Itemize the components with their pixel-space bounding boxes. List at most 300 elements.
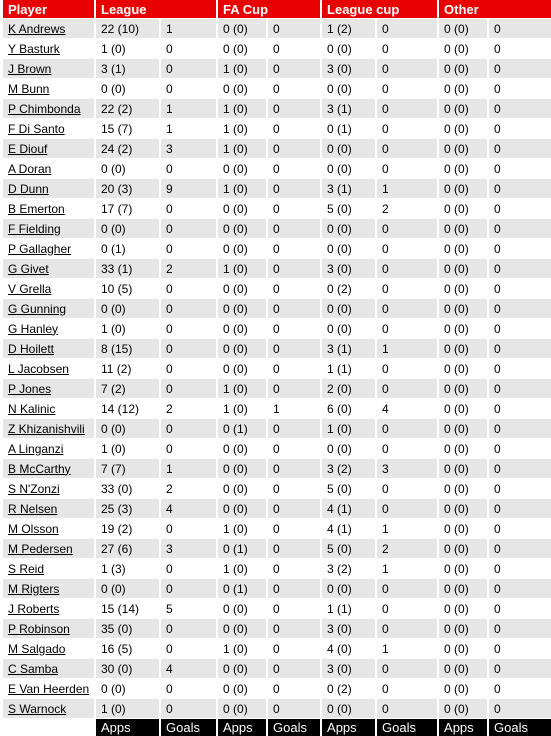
table-row [3,119,551,139]
other-goals-cell: 0 [489,239,551,259]
player-link[interactable]: B McCarthy [8,461,71,476]
league-cup-apps-cell: 4 (0) [322,639,377,659]
table-row [3,79,551,99]
player-cell [3,139,96,159]
fa-goals-cell: 0 [268,279,322,299]
other-goals-cell: 0 [489,359,551,379]
league-cup-goals-cell: 0 [377,259,439,279]
player-link[interactable]: Y Basturk [8,41,60,56]
league-cup-goals-cell: 0 [377,59,439,79]
player-link[interactable]: J Roberts [8,601,60,616]
league-apps-cell: 3 (1) [96,59,161,79]
other-apps-cell: 0 (0) [439,179,489,199]
table-row [3,459,551,479]
fa-apps-cell: 1 (0) [218,519,268,539]
other-goals-cell: 0 [489,539,551,559]
table-row [3,439,551,459]
player-cell [3,159,96,179]
player-cell [3,279,96,299]
player-cell [3,659,96,679]
other-apps-cell: 0 (0) [439,639,489,659]
league-goals-cell: 0 [161,359,218,379]
other-goals-cell: 0 [489,379,551,399]
league-apps-cell: 30 (0) [96,659,161,679]
league-apps-cell: 7 (2) [96,379,161,399]
league-apps-cell: 15 (14) [96,599,161,619]
player-cell [3,539,96,559]
fa-goals-cell: 0 [268,79,322,99]
fa-goals-cell: 0 [268,679,322,699]
league-goals-cell: 2 [161,479,218,499]
fa-goals-cell: 0 [268,599,322,619]
footer-fa-apps: Apps [218,719,268,736]
league-cup-apps-cell: 3 (2) [322,459,377,479]
player-cell [3,199,96,219]
league-cup-apps-cell: 0 (0) [322,319,377,339]
league-cup-goals-cell: 0 [377,119,439,139]
player-cell [3,519,96,539]
other-goals-cell: 0 [489,419,551,439]
league-goals-cell: 2 [161,399,218,419]
table-row [3,279,551,299]
table-header [3,0,551,19]
league-cup-apps-cell: 0 (2) [322,279,377,299]
player-link[interactable]: Z Khizanishvili [8,421,85,436]
table-row [3,419,551,439]
fa-apps-cell: 0 (0) [218,19,268,39]
player-link[interactable]: P Robinson [8,621,70,636]
league-cup-apps-cell: 0 (0) [322,79,377,99]
player-link[interactable]: D Dunn [8,181,49,196]
fa-goals-cell: 0 [268,319,322,339]
fa-apps-cell: 0 (0) [218,39,268,59]
other-goals-cell: 0 [489,479,551,499]
player-link[interactable]: G Gunning [8,301,67,316]
fa-apps-cell: 1 (0) [218,99,268,119]
fa-apps-cell: 1 (0) [218,399,268,419]
player-link[interactable]: G Givet [8,261,49,276]
league-cup-apps-cell: 3 (1) [322,99,377,119]
league-cup-apps-cell: 0 (0) [322,299,377,319]
player-link[interactable]: M Olsson [8,521,59,536]
other-goals-cell: 0 [489,159,551,179]
other-goals-cell: 0 [489,179,551,199]
league-cup-goals-cell: 0 [377,619,439,639]
league-goals-cell: 0 [161,79,218,99]
player-link[interactable]: M Pedersen [8,541,73,556]
fa-apps-cell: 0 (0) [218,359,268,379]
table-row [3,479,551,499]
footer-fa-goals: Goals [268,719,322,736]
player-link[interactable]: M Bunn [8,81,50,96]
player-link[interactable]: V Grella [8,281,52,296]
player-link[interactable]: D Hoilett [8,341,55,356]
fa-apps-cell: 0 (0) [218,339,268,359]
other-goals-cell: 0 [489,119,551,139]
player-cell [3,319,96,339]
league-apps-cell: 19 (2) [96,519,161,539]
other-apps-cell: 0 (0) [439,479,489,499]
league-apps-cell: 33 (1) [96,259,161,279]
player-link[interactable]: F Fielding [8,221,61,236]
league-apps-cell: 15 (7) [96,119,161,139]
fa-goals-cell: 0 [268,499,322,519]
fa-goals-cell: 0 [268,159,322,179]
league-apps-cell: 0 (0) [96,219,161,239]
fa-apps-cell: 0 (0) [218,699,268,719]
player-link[interactable]: S Reid [8,561,45,576]
other-apps-cell: 0 (0) [439,159,489,179]
league-cup-apps-cell: 4 (1) [322,519,377,539]
player-cell [3,119,96,139]
league-cup-apps-cell: 3 (0) [322,619,377,639]
player-link[interactable]: M Salgado [8,641,66,656]
other-goals-cell: 0 [489,439,551,459]
player-cell [3,39,96,59]
player-cell [3,79,96,99]
table-row [3,139,551,159]
player-link[interactable]: P Chimbonda [8,101,81,116]
fa-goals-cell: 0 [268,219,322,239]
table-row [3,179,551,199]
other-apps-cell: 0 (0) [439,319,489,339]
league-cup-apps-cell: 3 (1) [322,179,377,199]
fa-apps-cell: 0 (0) [218,319,268,339]
player-link[interactable]: L Jacobsen [8,361,69,376]
fa-goals-cell: 0 [268,619,322,639]
other-apps-cell: 0 (0) [439,259,489,279]
player-link[interactable]: F Di Santo [8,121,65,136]
fa-goals-cell: 0 [268,359,322,379]
fa-goals-cell: 0 [268,199,322,219]
player-link[interactable]: B Emerton [8,201,65,216]
league-cup-goals-cell: 0 [377,379,439,399]
league-cup-goals-cell: 1 [377,519,439,539]
league-goals-cell: 0 [161,439,218,459]
table-row [3,379,551,399]
fa-goals-cell: 0 [268,639,322,659]
other-apps-cell: 0 (0) [439,339,489,359]
league-cup-goals-cell: 1 [377,559,439,579]
league-goals-cell: 0 [161,219,218,239]
other-apps-cell: 0 (0) [439,439,489,459]
league-goals-cell: 2 [161,259,218,279]
league-cup-goals-cell: 0 [377,679,439,699]
other-apps-cell: 0 (0) [439,39,489,59]
other-apps-cell: 0 (0) [439,279,489,299]
league-cup-goals-cell: 0 [377,439,439,459]
league-cup-goals-cell: 1 [377,179,439,199]
league-cup-goals-cell: 0 [377,79,439,99]
fa-goals-cell: 0 [268,139,322,159]
player-link[interactable]: A Doran [8,161,52,176]
league-apps-cell: 1 (0) [96,39,161,59]
other-goals-cell: 0 [489,319,551,339]
table-row [3,259,551,279]
league-goals-cell: 0 [161,279,218,299]
league-apps-cell: 33 (0) [96,479,161,499]
league-cup-apps-cell: 3 (0) [322,59,377,79]
player-link[interactable]: C Samba [8,661,59,676]
fa-apps-cell: 0 (0) [218,619,268,639]
league-cup-goals-cell: 0 [377,299,439,319]
league-apps-cell: 20 (3) [96,179,161,199]
league-cup-goals-cell: 1 [377,639,439,659]
league-cup-apps-cell: 1 (1) [322,359,377,379]
league-apps-cell: 27 (6) [96,539,161,559]
league-goals-cell: 5 [161,599,218,619]
fa-goals-cell: 0 [268,39,322,59]
other-apps-cell: 0 (0) [439,559,489,579]
league-goals-cell: 9 [161,179,218,199]
other-apps-cell: 0 (0) [439,499,489,519]
league-goals-cell: 0 [161,619,218,639]
league-goals-cell: 0 [161,59,218,79]
league-apps-cell: 14 (12) [96,399,161,419]
fa-goals-cell: 0 [268,539,322,559]
player-cell [3,239,96,259]
league-cup-apps-cell: 0 (0) [322,579,377,599]
league-goals-cell: 0 [161,159,218,179]
league-apps-cell: 0 (0) [96,679,161,699]
league-cup-apps-cell: 0 (0) [322,699,377,719]
header-other: Other [439,0,551,19]
fa-apps-cell: 0 (0) [218,279,268,299]
table-row [3,359,551,379]
other-apps-cell: 0 (0) [439,199,489,219]
league-cup-goals-cell: 0 [377,479,439,499]
fa-goals-cell: 0 [268,659,322,679]
footer-league-goals: Goals [161,719,218,736]
other-apps-cell: 0 (0) [439,79,489,99]
fa-apps-cell: 1 (0) [218,179,268,199]
player-cell [3,639,96,659]
player-cell [3,699,96,719]
other-apps-cell: 0 (0) [439,359,489,379]
league-apps-cell: 22 (2) [96,99,161,119]
header-league-cup: League cup [322,0,439,19]
league-cup-goals-cell: 0 [377,499,439,519]
league-apps-cell: 24 (2) [96,139,161,159]
fa-apps-cell: 0 (0) [218,79,268,99]
fa-goals-cell: 0 [268,559,322,579]
player-link[interactable]: P Gallagher [8,241,72,256]
other-goals-cell: 0 [489,499,551,519]
league-cup-goals-cell: 0 [377,579,439,599]
league-goals-cell: 0 [161,419,218,439]
league-apps-cell: 0 (0) [96,579,161,599]
footer-league-apps: Apps [96,719,161,736]
table-row [3,619,551,639]
table-body [3,19,551,719]
fa-goals-cell: 0 [268,119,322,139]
league-cup-goals-cell: 0 [377,159,439,179]
player-cell [3,59,96,79]
league-goals-cell: 0 [161,579,218,599]
fa-apps-cell: 1 (0) [218,639,268,659]
other-apps-cell: 0 (0) [439,519,489,539]
league-goals-cell: 0 [161,319,218,339]
player-cell [3,439,96,459]
league-goals-cell: 0 [161,679,218,699]
league-goals-cell: 0 [161,559,218,579]
player-link[interactable]: A Linganzi [8,441,64,456]
other-apps-cell: 0 (0) [439,619,489,639]
table-row [3,679,551,699]
player-cell [3,679,96,699]
fa-apps-cell: 0 (0) [218,599,268,619]
fa-apps-cell: 1 (0) [218,379,268,399]
league-apps-cell: 8 (15) [96,339,161,359]
league-apps-cell: 25 (3) [96,499,161,519]
table-row [3,199,551,219]
other-apps-cell: 0 (0) [439,699,489,719]
league-cup-goals-cell: 0 [377,659,439,679]
player-link[interactable]: R Nelsen [8,501,58,516]
league-cup-apps-cell: 6 (0) [322,399,377,419]
fa-goals-cell: 0 [268,299,322,319]
fa-apps-cell: 1 (0) [218,559,268,579]
other-apps-cell: 0 (0) [439,599,489,619]
fa-apps-cell: 0 (0) [218,659,268,679]
league-goals-cell: 1 [161,19,218,39]
fa-apps-cell: 0 (0) [218,219,268,239]
league-goals-cell: 0 [161,519,218,539]
league-apps-cell: 0 (0) [96,299,161,319]
other-goals-cell: 0 [489,559,551,579]
league-cup-apps-cell: 3 (0) [322,259,377,279]
footer-lc-goals: Goals [377,719,439,736]
fa-apps-cell: 0 (1) [218,419,268,439]
league-apps-cell: 0 (0) [96,419,161,439]
league-cup-apps-cell: 1 (2) [322,19,377,39]
league-cup-goals-cell: 2 [377,199,439,219]
player-link[interactable]: E Van Heerden [8,681,90,696]
fa-goals-cell: 1 [268,399,322,419]
league-goals-cell: 3 [161,539,218,559]
other-apps-cell: 0 (0) [439,419,489,439]
league-cup-apps-cell: 3 (0) [322,659,377,679]
league-goals-cell: 0 [161,339,218,359]
league-cup-goals-cell: 0 [377,599,439,619]
league-cup-apps-cell: 0 (1) [322,119,377,139]
league-cup-apps-cell: 0 (0) [322,159,377,179]
player-cell [3,599,96,619]
player-cell [3,339,96,359]
other-goals-cell: 0 [489,299,551,319]
league-cup-goals-cell: 0 [377,279,439,299]
player-link[interactable]: S Warnock [8,701,67,716]
table-row [3,39,551,59]
league-cup-goals-cell: 1 [377,339,439,359]
table-row [3,319,551,339]
other-goals-cell: 0 [489,99,551,119]
other-goals-cell: 0 [489,199,551,219]
other-apps-cell: 0 (0) [439,119,489,139]
league-apps-cell: 1 (0) [96,319,161,339]
other-apps-cell: 0 (0) [439,19,489,39]
other-apps-cell: 0 (0) [439,239,489,259]
table-row [3,539,551,559]
fa-goals-cell: 0 [268,19,322,39]
player-cell [3,379,96,399]
league-cup-apps-cell: 0 (0) [322,219,377,239]
player-link[interactable]: G Hanley [8,321,59,336]
league-goals-cell: 0 [161,299,218,319]
league-apps-cell: 1 (0) [96,699,161,719]
fa-goals-cell: 0 [268,459,322,479]
fa-apps-cell: 0 (0) [218,459,268,479]
other-apps-cell: 0 (0) [439,579,489,599]
table-row [3,519,551,539]
league-goals-cell: 1 [161,119,218,139]
fa-goals-cell: 0 [268,479,322,499]
player-link[interactable]: N Kalinic [8,401,56,416]
other-apps-cell: 0 (0) [439,539,489,559]
league-apps-cell: 10 (5) [96,279,161,299]
table-row [3,639,551,659]
player-link[interactable]: M Rigters [8,581,60,596]
league-cup-goals-cell: 2 [377,539,439,559]
fa-apps-cell: 1 (0) [218,259,268,279]
table-row [3,699,551,719]
player-link[interactable]: P Jones [8,381,52,396]
player-link[interactable]: J Brown [8,61,52,76]
fa-apps-cell: 0 (0) [218,479,268,499]
league-cup-apps-cell: 2 (0) [322,379,377,399]
other-goals-cell: 0 [489,619,551,639]
fa-goals-cell: 0 [268,419,322,439]
league-goals-cell: 0 [161,39,218,59]
other-apps-cell: 0 (0) [439,299,489,319]
league-apps-cell: 1 (0) [96,439,161,459]
fa-goals-cell: 0 [268,239,322,259]
other-apps-cell: 0 (0) [439,219,489,239]
player-cell [3,219,96,239]
league-cup-goals-cell: 0 [377,319,439,339]
fa-goals-cell: 0 [268,379,322,399]
player-cell [3,419,96,439]
player-cell [3,479,96,499]
league-apps-cell: 11 (2) [96,359,161,379]
league-apps-cell: 22 (10) [96,19,161,39]
league-cup-apps-cell: 0 (0) [322,139,377,159]
table-row [3,659,551,679]
player-link[interactable]: K Andrews [8,21,66,36]
other-goals-cell: 0 [489,639,551,659]
player-link[interactable]: S N'Zonzi [8,481,60,496]
player-cell [3,399,96,419]
table-row [3,99,551,119]
player-link[interactable]: E Diouf [8,141,48,156]
league-apps-cell: 35 (0) [96,619,161,639]
other-goals-cell: 0 [489,579,551,599]
league-goals-cell: 0 [161,239,218,259]
fa-apps-cell: 1 (0) [218,119,268,139]
league-cup-goals-cell: 0 [377,39,439,59]
other-apps-cell: 0 (0) [439,59,489,79]
footer-other-apps: Apps [439,719,489,736]
other-goals-cell: 0 [489,679,551,699]
fa-apps-cell: 0 (0) [218,499,268,519]
league-goals-cell: 4 [161,659,218,679]
player-cell [3,19,96,39]
league-cup-apps-cell: 5 (0) [322,199,377,219]
league-cup-apps-cell: 5 (0) [322,539,377,559]
table-row [3,299,551,319]
other-apps-cell: 0 (0) [439,679,489,699]
league-apps-cell: 0 (0) [96,79,161,99]
